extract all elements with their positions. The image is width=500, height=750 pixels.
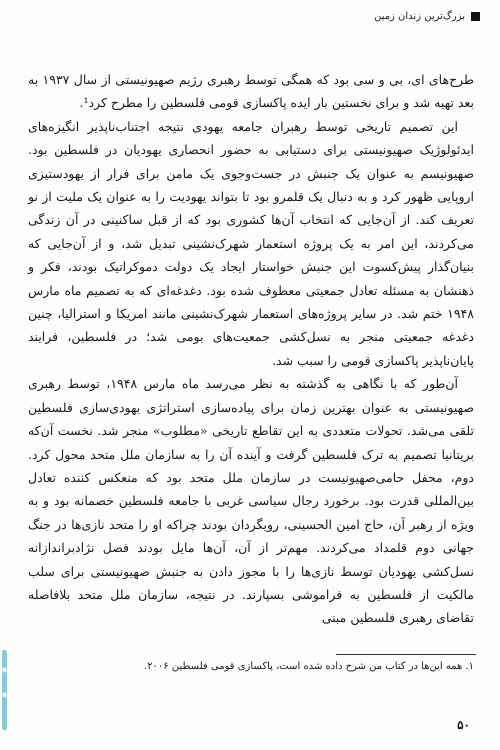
paragraph-1: طرح‌های ای، بی و سی بود که همگی توسط رهبری رژیم صهیونیستی از سال ۱۹۳۷ به بعد تهیه شد و برای نخستین بار ایده پاکسازی قومی فلسطین را مطرح کرد¹. [28,72,474,111]
running-header [20,6,480,26]
paragraph-2: این تصمیم تاریخی توسط رهبران جامعه یهودی نتیجه اجتناب‌ناپذیر انگیزه‌های ایدئولوژیک صهیونیستی برای دستیابی به حضور انحصاری یهودیان در فلسطین بود. صهیونیسم به عنوان یک جنبش در جست‌وجوی یک مامن برای فرار از یهودستیزی اروپایی ظهور کرد و به دنبال یک قلمرو بود تا بتواند یهودیت را به عنوان یک ملیت از نو تعریف کند. از آن‌جایی که انتخاب آن‌ها کشوری بود که از قبل ساکنینی در آن زندگی می‌کردند، این امر به یک پروژه استعمار شهرک‌نشینی تبدیل شد، و از آن‌جایی که بنیان‌گذار پیش‌کسوت این جنبش خواستار ایجاد یک دولت دموکراتیک بودند، فکر و ذهنشان به مسئله تعادل جمعیتی معطوف شده بود. دغدغه‌ای که به تصمیم ماه مارس ۱۹۴۸ ختم شد. در سایر پروژه‌های استعمار شهرک‌نشینی مانند امریکا و استرالیا، چنین دغدغه جمعیتی منجر به نسل‌کشی جمعیت‌های بومی شد؛ در فلسطین، فرایند پایان‌ناپذیر پاکسازی قومی را سبب شد. [28,118,474,368]
paragraph-3: آن‌طور که با نگاهی به گذشته به نظر می‌رسد ماه مارس ۱۹۴۸، توسط رهبری صهیونیستی به عنوان بهترین زمان برای پیاده‌سازی استراتژی یهودی‌سازی فلسطین تلقی می‌شد. تحولات متعددی به این تقاطع تاریخی «مطلوب» منجر شد. نخست آن‌که بریتانیا تصمیم به ترک فلسطین گرفت و آینده آن را به سازمان ملل متحد محول کرد. دوم، محفل حامی‌صهیونیست در سازمان ملل متحد بود که منعکس کننده تعادل بین‌المللی قدرت بود. برخورد رجال سیاسی غربی با جامعه فلسطین خصمانه بود و به ویژه از رهبر آن، حاج امین الحسینی، رویگردان بودند چراکه او را متحد نازی‌ها در جنگ جهانی دوم قلمداد می‌کردند. مهم‌تر از آن، آن‌ها مایل بودند فصل نژادبراندازانه نسل‌کشی یهودیان توسط نازی‌ها را با مجوز دادن به جنبش صهیونیستی برای سلب مالکیت از فلسطین به فراموشی بسپارند. در نتیجه، سازمان ملل متحد بلافاصله تقاضای رهبری فلسطین مبنی [28,376,474,626]
page-number: ۵۰ [457,718,470,732]
running-title: بزرگ‌ترین زندان زمین [374,10,465,22]
edge-watermark-logo [0,640,14,740]
footnote-divider [336,654,476,655]
header-square-mark [471,12,480,21]
body-text [28,68,474,630]
footnote: ۱. همه این‌ها در کتاب من شرح داده شده است، پاکسازی قومی فلسطین ۲۰۰۶. [144,661,474,672]
